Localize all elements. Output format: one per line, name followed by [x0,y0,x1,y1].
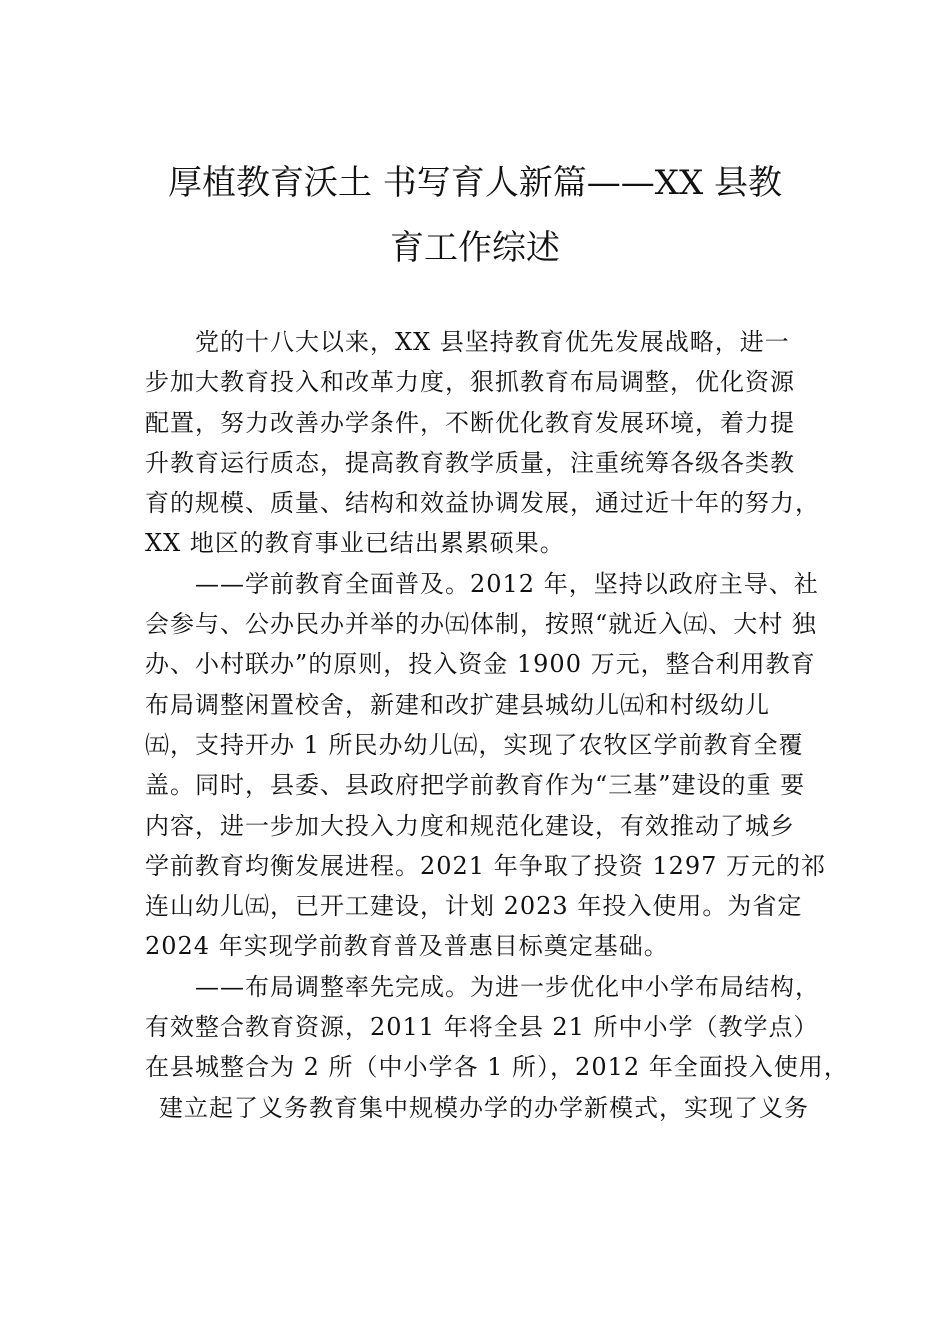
document-title-line-1: 厚植教育沃土 书写育人新篇——XX 县教 [167,163,783,203]
body-line-4: 升教育运行质态，提高教育教学质量，注重统筹各级各类教 [145,448,795,477]
body-line-8: 会参与、公办民办并举的办㈤体制，按照“就近入㈤、大村 独 [145,610,817,639]
body-line-7: ——学前教育全面普及。2012 年，坚持以政府主导、社 [195,569,819,598]
document-body [145,322,849,1128]
body-line-1: 党的十八大以来，XX 县坚持教育优先发展战略，进一 [195,328,790,356]
body-line-16: 2024 年实现学前教育普及普惠目标奠定基础。 [145,932,669,961]
body-line-17: ——布局调整率先完成。为进一步优化中小学布局结构， [195,972,820,1001]
body-line-12: 盖。同时，县委、县政府把学前教育作为“三基”建设的重 要 [145,771,806,800]
body-line-3: 配置，努力改善办学条件，不断优化教育发展环境，着力提 [145,408,795,437]
body-line-11: ㈤，支持开办 1 所民办幼儿㈤，实现了农牧区学前教育全覆 [145,730,804,759]
body-line-10: 布局调整闲置校舍，新建和改扩建县城幼儿㈤和村级幼儿 [145,690,770,719]
body-line-6: XX 地区的教育事业已结出累累硕果。 [145,529,565,558]
body-line-19: 在县城整合为 2 所（中小学各 1 所），2012 年全面投入使用， [145,1053,849,1082]
body-line-14: 学前教育均衡发展进程。2021 年争取了投资 1297 万元的祁 [145,851,827,880]
body-line-5: 育的规模、质量、结构和效益协调发展，通过近十年的努力， [145,489,820,518]
body-line-13: 内容，进一步加大投入力度和规范化建设，有效推动了城乡 [145,811,795,840]
body-line-2: 步加大教育投入和改革力度，狠抓教育布局调整，优化资源 [145,368,795,397]
body-line-15: 连山幼儿㈤，已开工建设，计划 2023 年投入使用。为省定 [145,892,803,921]
document-title-line-2: 育工作综述 [390,228,560,268]
body-line-20: 建立起了义务教育集中规模办学的办学新模式，实现了义务 [159,1093,809,1122]
body-line-18: 有效整合教育资源，2011 年将全县 21 所中小学（教学点） [145,1013,819,1042]
body-line-9: 办、小村联办”的原则，投入资金 1900 万元，整合利用教育 [145,650,816,679]
